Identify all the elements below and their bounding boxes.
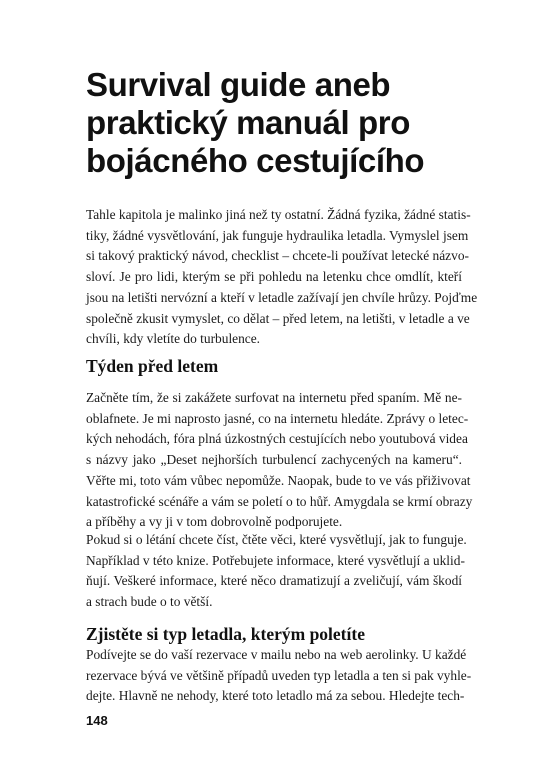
page-number: 148 [86,713,108,728]
text-line: dejte. Hlavně ne nehody, které toto letadlo má za sebou. Hledejte tech- [86,688,465,704]
text-line: sloví. Je pro lidi, kterým se při pohledu na letenku chce omdlít, kteří [86,269,462,285]
text-line: si takový praktický návod, checklist – chcete-li používat letecké názvo- [86,248,469,264]
text-line: kých nehodách, fóra plná úzkostných cestujících nebo youtubová videa [86,431,468,447]
text-line: s názvy jako „Deset nejhorších turbulencí zachycených na kameru“. [86,452,462,468]
text-line: rezervace bývá ve většině případů uveden typ letadla a ten si pak vyhle- [86,667,472,683]
text-line: chvíli, kdy vletíte do turbulence. [86,331,261,347]
section-heading-week-before: Týden před letem [86,356,219,376]
text-line: Například v této knize. Potřebujete informace, které vysvětlují a uklid- [86,552,465,568]
chapter-title [86,66,486,180]
text-line: Pokud si o létání chcete číst, čtěte věci, které vysvětlují, jak to funguje. [86,532,467,547]
text-line: tiky, žádné vysvětlování, jak funguje hydraulika letadla. Vymyslel jsem [86,227,469,243]
text-line: Začněte tím, že si zakážete surfovat na internetu před spaním. Mě ne- [86,390,462,405]
intro-paragraph [86,205,478,350]
chapter-title-line: praktický manuál pro [86,104,410,141]
text-line: a příběhy a vy ji v tom dobrovolně podporujete. [86,514,343,530]
section1-paragraph-2 [86,530,467,613]
text-line: a strach bude o to větší. [86,594,213,610]
chapter-title-line: bojácného cestujícího [86,142,425,179]
text-line: společně zkusit vymyslet, co dělat – před letem, na letišti, v letadle a ve [86,310,470,326]
text-line: ňují. Veškeré informace, které něco dramatizují a zveličují, vám škodí [86,573,462,589]
text-line: Věřte mi, toto vám vůbec nepomůže. Naopak, bude to ve vás přiživovat [86,472,471,488]
section1-paragraph-1 [86,388,473,533]
text-line: oblafnete. Je mi naprosto jasné, co na internetu hledáte. Zprávy o letec- [86,410,469,426]
section2-paragraph-1 [86,645,472,707]
text-line: katastrofické scénáře a vám se poletí o to hůř. Amygdala se krmí obrazy [86,493,473,509]
text-line: jsou na letišti nervózní a kteří v letadle zažívají jen chvíle hrůzy. Pojďme [86,289,478,305]
chapter-title-line: Survival guide aneb [86,66,391,103]
text-line: Tahle kapitola je malinko jiná než ty ostatní. Žádná fyzika, žádné statis- [86,207,471,222]
text-line: Podívejte se do vaší rezervace v mailu nebo na web aerolinky. U každé [86,647,467,662]
section-heading-aircraft-type: Zjistěte si typ letadla, kterým poletíte [86,624,365,644]
